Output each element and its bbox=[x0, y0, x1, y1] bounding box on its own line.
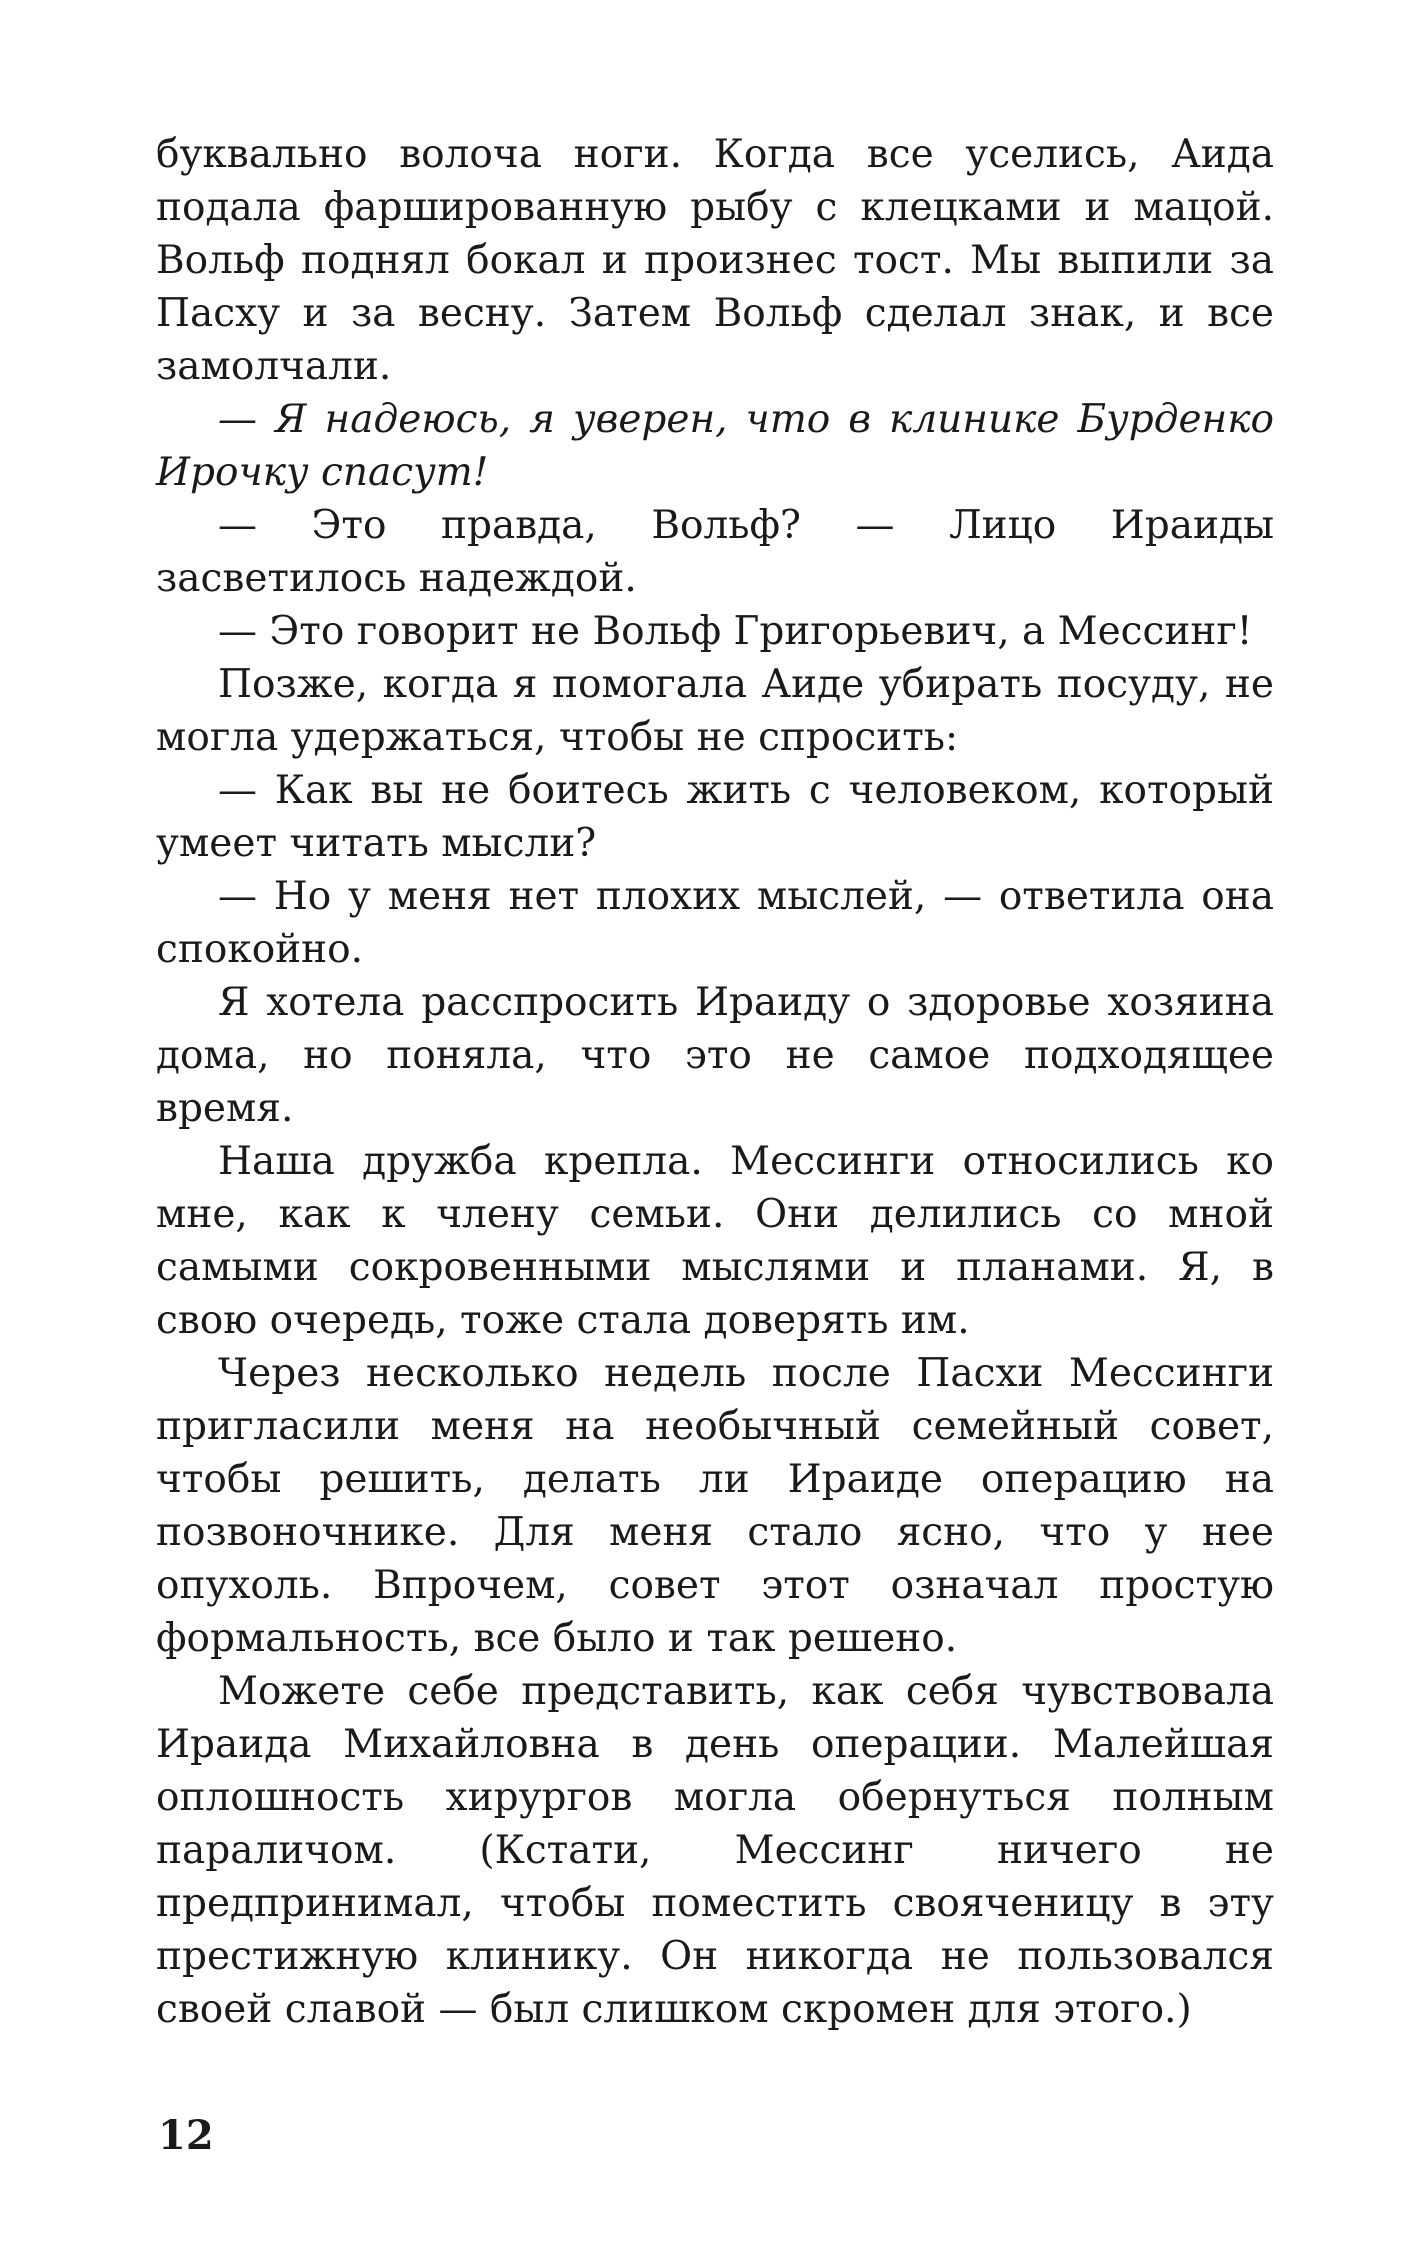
paragraph-2-quote: — Я надеюсь, я уверен, что в клинике Бурденко Ирочку спасут! bbox=[156, 397, 1274, 495]
paragraph-1: буквально волоча ноги. Когда все уселись, Аида подала фаршированную рыбу с клецками и мацой. Вольф поднял бокал и произнес тост. Мы выпили за Пасху и за весну. Затем Вольф сделал знак, и все замолчали. bbox=[156, 132, 1274, 389]
paragraph-8: Я хотела расспросить Ираиду о здоровье хозяина дома, но поняла, что это не самое подходящее время. bbox=[156, 980, 1274, 1131]
paragraph-7: — Но у меня нет плохих мыслей, — ответила она спокойно. bbox=[156, 874, 1274, 972]
paragraph-11: Можете себе представить, как себя чувствовала Ираида Михайловна в день операции. Малейшая оплошность хирургов могла обернуться полным параличом. (Кстати, Мессинг ничего не предпринимал, чтобы поместить свояченицу в эту престижную клинику. Он никогда не пользовался своей славой — был слишком скромен для этого.) bbox=[156, 1669, 1274, 2032]
paragraph-3: — Это правда, Вольф? — Лицо Ираиды засветилось надеждой. bbox=[156, 503, 1274, 601]
paragraph-5: Позже, когда я помогала Аиде убирать посуду, не могла удержаться, чтобы не спросить: bbox=[156, 662, 1274, 760]
paragraph-9: Наша дружба крепла. Мессинги относились ко мне, как к члену семьи. Они делились со мной самыми сокровенными мыслями и планами. Я, в свою очередь, тоже стала доверять им. bbox=[156, 1139, 1274, 1343]
body-text bbox=[156, 128, 1274, 2036]
paragraph-10: Через несколько недель после Пасхи Мессинги пригласили меня на необычный семейный совет, чтобы решить, делать ли Ираиде операцию на позвоночнике. Для меня стало ясно, что у нее опухоль. Впрочем, совет этот означал простую формальность, все было и так решено. bbox=[156, 1351, 1274, 1661]
paragraph-4: — Это говорит не Вольф Григорьевич, а Мессинг! bbox=[218, 609, 1253, 654]
paragraph-6: — Как вы не боитесь жить с человеком, который умеет читать мысли? bbox=[156, 768, 1274, 866]
page-number: 12 bbox=[158, 2112, 214, 2159]
